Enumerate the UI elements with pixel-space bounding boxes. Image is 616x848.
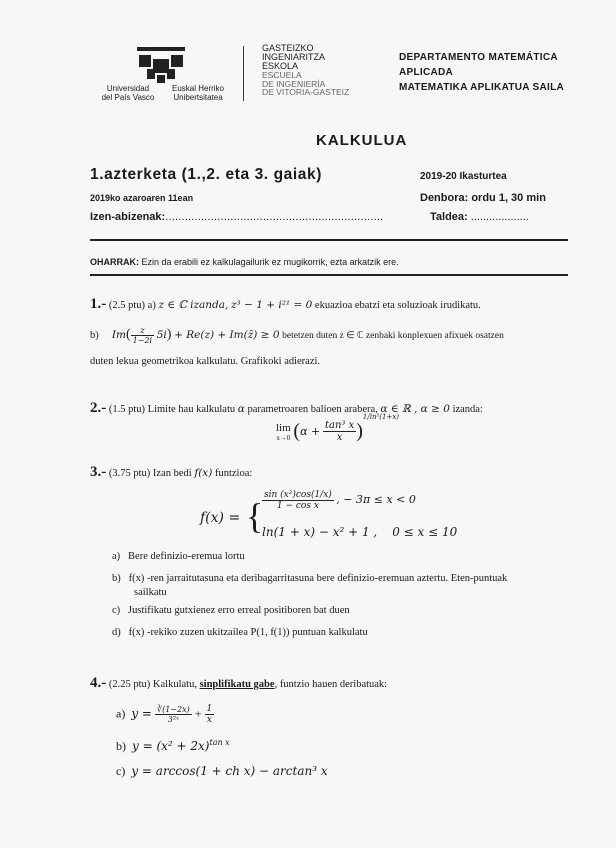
exam-date: 2019ko azaroaren 11ean [90,193,194,203]
q2-exponent: 1/ln²(1+x) [362,413,400,422]
school-name: GASTEIZKO INGENIARITZA ESKOLA ESCUELA DE INGENIERÍA DE VITORIA-GASTEIZ [262,43,350,97]
group-label: Taldea: [430,211,468,223]
name-dots: ................................................................... [165,211,384,223]
q3-case-1: $\frac{\text{sin (x²)cos(1/x)}}{\text{1 − cos x}}$ , − 3π ≤ x < 0 [264,490,416,511]
q1-b-inequality: + Re(z) + Im(z̄) ≥ 0 [174,328,280,341]
q1-b-text: betetzen duten z ∈ ℂ zenbaki konplexuen afixuek osatzen [282,330,504,341]
q1-a-text: ekuazioa ebatzi eta soluzioak irudikatu. [314,300,481,311]
q2-fraction: $\frac{\text{tan³ x}}{x}$ [325,420,355,443]
q3-item-c: c) Justifikatu gutxienez erro erreal positiboren bat duen [112,605,350,616]
q4-number: 4.- [90,675,107,691]
q1-b-im: Im [111,328,126,341]
question-3 [90,464,252,481]
q3-item-d: d) f(x) -rekiko zuzen ukitzailea P(1, f(1)) puntuan kalkulatu [112,627,368,638]
emblem-text: UPV/EHU [140,44,154,48]
q2-lim: lim x→0 [276,421,291,442]
q4-text2: , funtzio hauen deribatuak: [274,679,388,690]
q1-b-fraction: $\frac{z}{1-2i}$ [132,326,153,345]
department-name: DEPARTAMENTO MATEMÁTICA APLICADA MATEMATIKA APLIKATUA SAILA [399,52,565,93]
q2-base-a: α + [300,425,321,438]
q1-part-b: b) Im( $\frac{z}{1-2i}$ 5i) + Re(z) + Im(z̄) ≥ 0 betetzen duten z ∈ ℂ zenbaki konplexuen afixuek osatzen [90,326,504,345]
q2-text2: parametroaren balioen arabera, [247,404,378,415]
q1-b-5i: 5i [156,328,167,341]
q2-alpha: α [237,403,245,415]
q3-text2: funtzioa: [214,468,253,479]
name-label: Izen-abizenak: [90,211,166,223]
q4-b: b) $y = (x^2 + 2x)^{tan x}$ [116,738,230,753]
q3-item-a: a) Bere definizio-eremua lortu [112,551,245,562]
q2-limit: lim x→0 (α + $\frac{\text{tan³ x}}{x}$ )$^{1/ln^2(1+x)}$ [276,413,400,443]
exam-duration: Denbora: ordu 1, 30 min [420,192,546,204]
q3-item-b-cont: sailkatu [134,587,167,598]
q4-underlined: sinplifikatu gabe [199,679,275,690]
group-field[interactable] [430,211,529,223]
q1-b-label: b) [90,329,99,341]
question-4 [90,675,387,692]
exam-heading: 1.azterketa (1.,2. eta 3. gaiak) [90,166,323,183]
q1-points: (2.5 ptu) a) [108,300,156,311]
q2-text3: izanda: [452,404,483,415]
group-dots: ................... [470,211,529,223]
q4-a: a) y = $\frac{∛(1-2x)}{\text{3²ˣ}}$ + $\frac{1}{x}$ [116,704,213,725]
q3-fx: f(x) [194,467,213,479]
q1-a-equation: z³ − 1 + i²¹ = 0 [230,299,313,311]
university-name-eu: Euskal Herriko Unibertsitatea [171,84,224,102]
q2-condition: α ∈ ℝ , α ≥ 0 [380,403,450,415]
notes-label: OHARRAK: [90,257,139,267]
academic-year: 2019-20 Ikasturtea [420,171,507,182]
name-field[interactable] [90,211,383,223]
q3-item-b: b) f(x) -ren jarraitutasuna eta deribagarritasuna bere definizio-eremuan aztertu. Eten-puntuak [112,573,508,584]
q4-text: (2.25 ptu) Kalkulatu, [108,679,197,690]
notes-text: Ezin da erabili ez kalkulagailurik ez mugikorrik, ezta arkatzik ere. [141,257,399,267]
bottom-rule [90,274,568,276]
q1-b-text2: duten lekua geometrikoa kalkulatu. Grafikoki adierazi. [90,356,321,367]
q3-brace: { [246,496,264,536]
q1-a-condition: z ∈ ℂ izanda, [158,299,229,311]
question-1 [90,296,481,313]
exam-title: KALKULUA [316,132,408,149]
q3-lhs: f(x) = [200,510,241,526]
university-name-es: Universidad del País Vasco [101,84,155,102]
question-2 [90,400,483,417]
top-rule [90,239,568,241]
q3-case-2: ln(1 + x) − x² + 1 , 0 ≤ x ≤ 10 [262,525,458,539]
q1-number: 1.- [90,296,107,312]
q2-text: (1.5 ptu) Limite hau kalkulatu [108,404,236,415]
q3-items [112,546,582,644]
university-logo [133,47,189,83]
q2-number: 2.- [90,400,107,416]
notes [90,257,399,267]
q3-text: (3.75 ptu) Izan bedi [108,468,192,479]
q3-number: 3.- [90,464,107,480]
q4-c: c) y = arccos(1 + ch x) − arctan³ x [116,764,328,778]
header-divider [243,46,244,101]
